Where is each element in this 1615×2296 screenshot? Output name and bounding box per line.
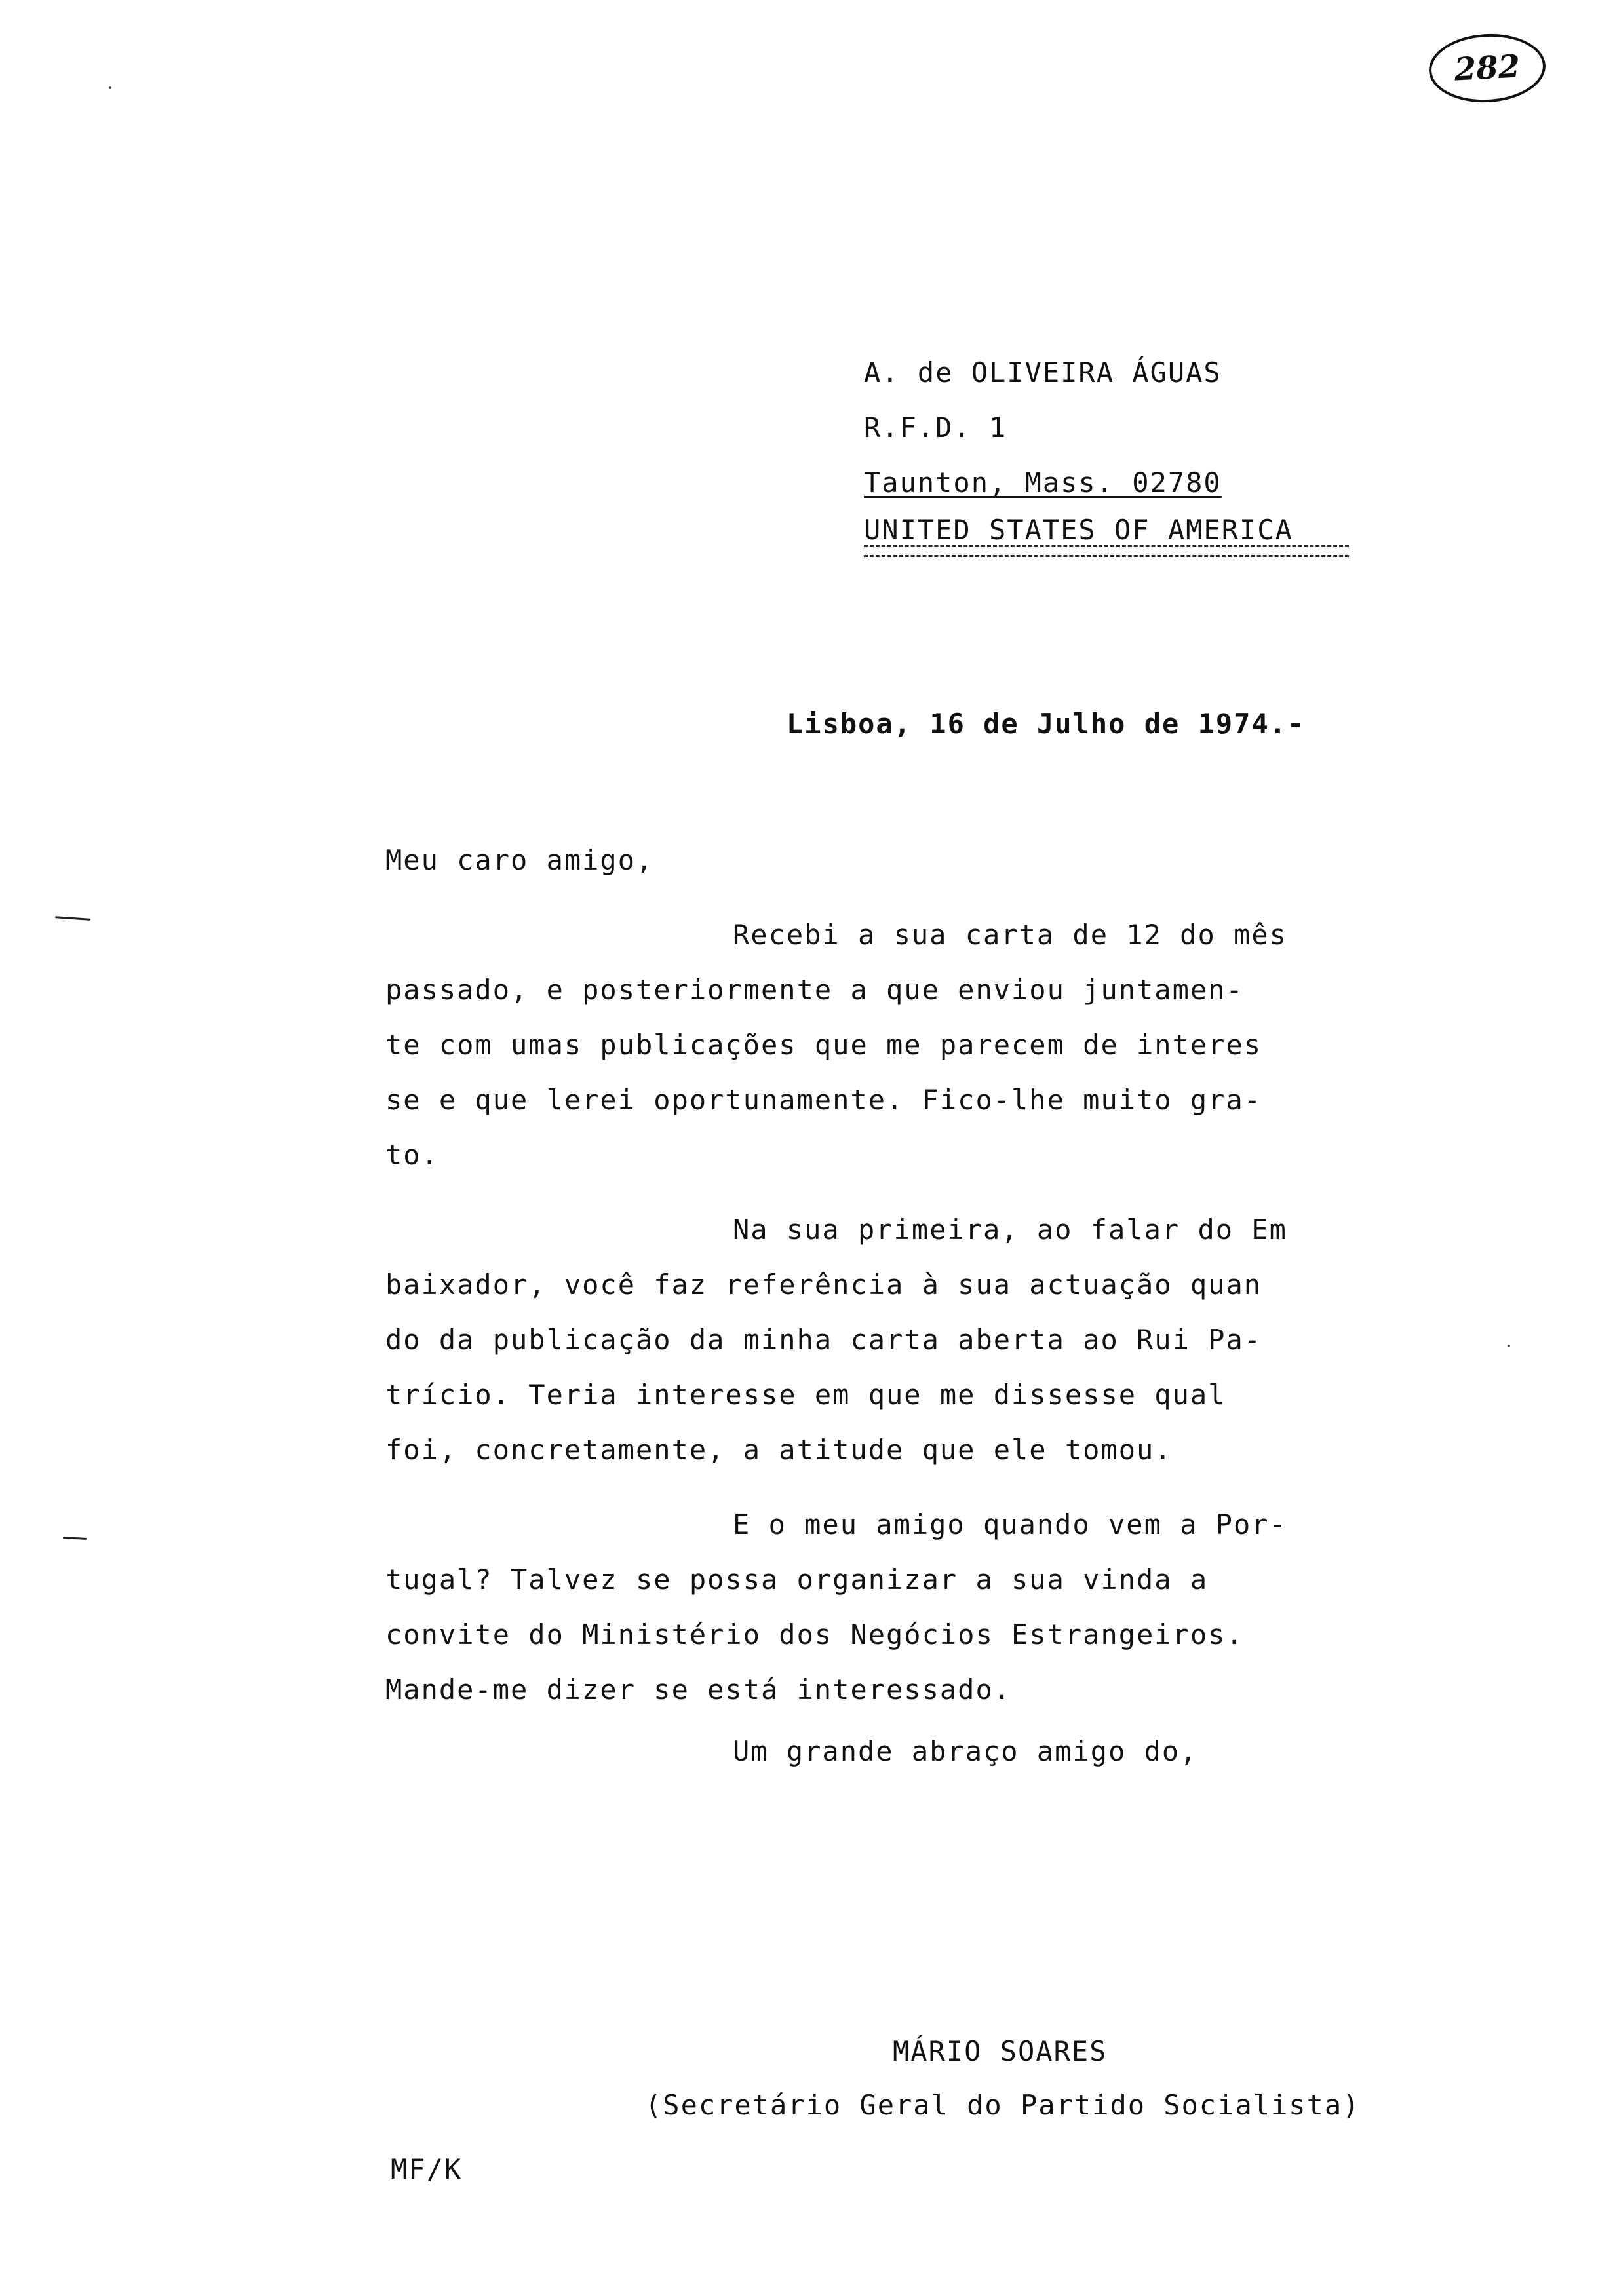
margin-mark bbox=[55, 916, 90, 921]
signature-title: (Secretário Geral do Partido Socialista) bbox=[645, 2089, 1361, 2121]
body-line: te com umas publicações que me parecem de interes bbox=[385, 1029, 1262, 1061]
body-line: Recebi a sua carta de 12 do mês bbox=[733, 919, 1287, 951]
recipient-name: A. de OLIVEIRA ÁGUAS bbox=[864, 356, 1222, 389]
body-line: passado, e posteriormente a que enviou juntamen- bbox=[385, 974, 1244, 1006]
date-line: Lisboa, 16 de Julho de 1974.- bbox=[787, 708, 1306, 740]
margin-mark bbox=[63, 1537, 87, 1540]
recipient-country: UNITED STATES OF AMERICA bbox=[864, 514, 1293, 546]
body-line: to. bbox=[385, 1139, 439, 1171]
body-line: convite do Ministério dos Negócios Estrangeiros. bbox=[385, 1618, 1244, 1651]
closing-line: Um grande abraço amigo do, bbox=[733, 1735, 1198, 1767]
archive-number-stamp: 282 bbox=[1427, 31, 1547, 105]
recipient-city: Taunton, Mass. 02780 bbox=[864, 467, 1222, 499]
body-line: Na sua primeira, ao falar do Em bbox=[733, 1214, 1287, 1246]
body-line: foi, concretamente, a atitude que ele tomou. bbox=[385, 1434, 1173, 1466]
recipient-route: R.F.D. 1 bbox=[864, 411, 1007, 444]
body-line: do da publicação da minha carta aberta ao Rui Pa- bbox=[385, 1324, 1262, 1356]
body-line: E o meu amigo quando vem a Por- bbox=[733, 1508, 1287, 1540]
paper-speck bbox=[1508, 1345, 1510, 1347]
body-line: trício. Teria interesse em que me dissesse qual bbox=[385, 1379, 1226, 1411]
body-line: tugal? Talvez se possa organizar a sua vinda a bbox=[385, 1563, 1209, 1596]
body-line: baixador, você faz referência à sua actuação quan bbox=[385, 1269, 1262, 1301]
body-line: se e que lerei oportunamente. Fico-lhe muito gra- bbox=[385, 1084, 1262, 1116]
country-double-underline bbox=[864, 545, 1349, 557]
salutation: Meu caro amigo, bbox=[385, 844, 654, 876]
body-line: Mande-me dizer se está interessado. bbox=[385, 1674, 1012, 1706]
reference-initials: MF/K bbox=[391, 2153, 463, 2185]
signature-name: MÁRIO SOARES bbox=[893, 2035, 1108, 2067]
paper-speck bbox=[109, 86, 111, 89]
